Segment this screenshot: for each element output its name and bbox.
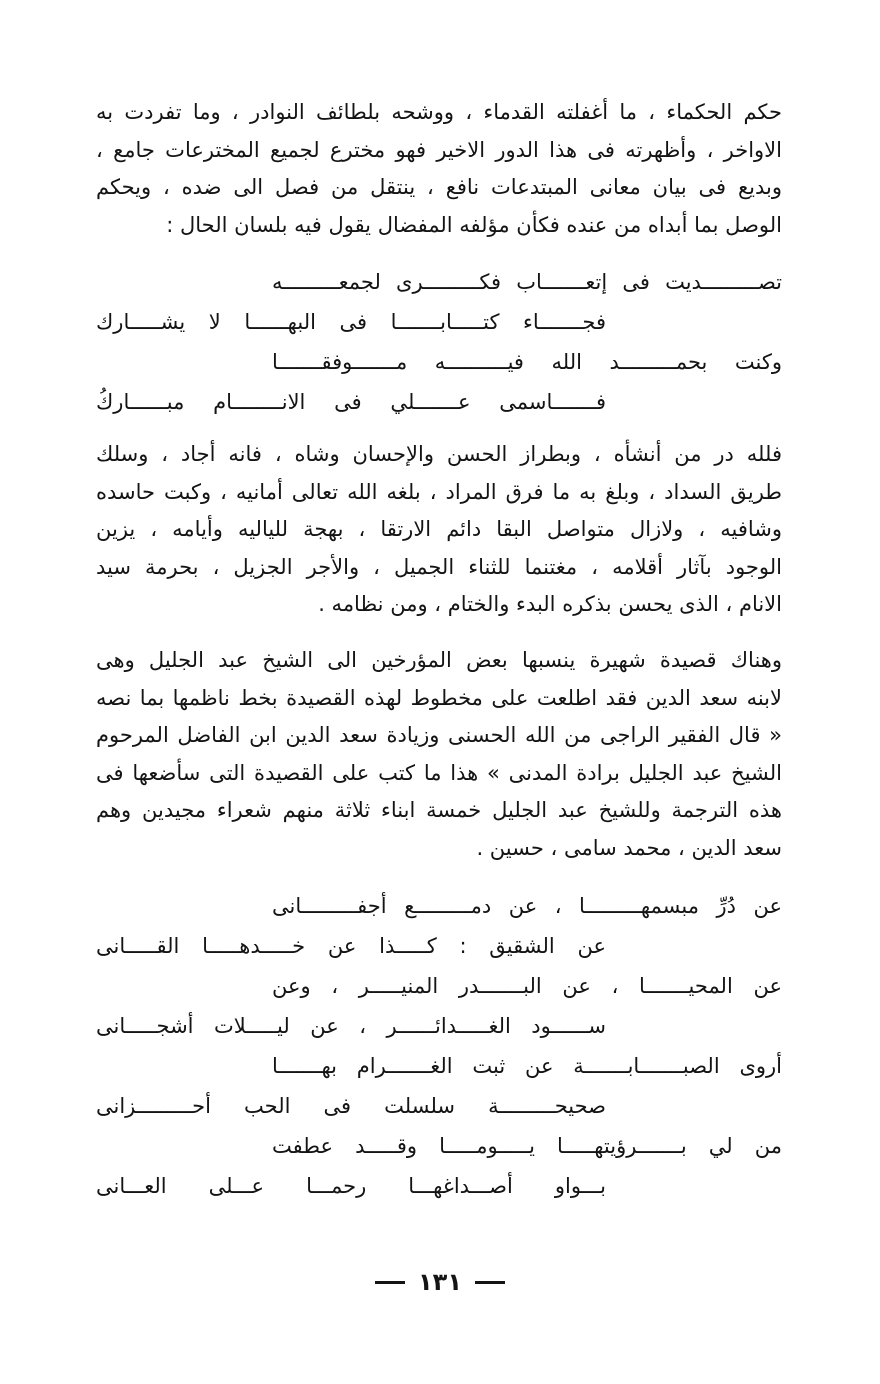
verse-second-hemistich bbox=[96, 926, 782, 966]
page-number-footer bbox=[0, 1268, 880, 1296]
hemistich: من لي بـــــــرؤيتهـــــا يـــــومـــــا وقـــــد عطفت bbox=[272, 1134, 782, 1158]
verse-first-hemistich bbox=[96, 1126, 782, 1166]
poem-saad-aldin bbox=[96, 886, 782, 1206]
text-line: سعد الدين ، محمد سامى ، حسين . bbox=[476, 835, 782, 860]
text-line: « قال الفقير الراجى من الله الحسنى وزيادة سعد الدين ابن الفاضل المرحوم bbox=[96, 723, 782, 747]
text-line: الوجود بآثار أقلامه ، مغتنما للثناء الجميل ، والأجر الجزيل ، بحرمة سيد bbox=[96, 554, 782, 579]
text-line: الانام ، الذى يحسن بذكره البدء والختام ، ومن نظامه . bbox=[318, 592, 782, 616]
hemistich: تصـــــــــديت فى إتعـــــــاب فكـــــــــرى لجمعـــــــــه bbox=[272, 270, 782, 294]
text-line: الاواخر ، وأظهرته فى هذا الدور الاخير فهو مخترع لجميع المخترعات جامع ، bbox=[96, 137, 782, 162]
hemistich: أروى الصبـــــــابـــــــة عن ثبت الغـــــــرام بهـــــــا bbox=[272, 1054, 782, 1078]
hemistich: عن الشقيق : كـــــذا عن خـــــدهـــــا القـــــانى bbox=[96, 934, 606, 958]
verse-first-hemistich bbox=[96, 1046, 782, 1086]
text-line: طريق السداد ، وبلغ به ما فرق المراد ، بلغه الله تعالى أمانيه ، وكبت حاسده bbox=[96, 479, 782, 504]
dash-left bbox=[375, 1281, 405, 1284]
hemistich: ســــــود الغـــــدائــــــر ، عن ليـــــلات أشجـــــانى bbox=[96, 1014, 606, 1038]
verse-second-hemistich bbox=[96, 302, 782, 342]
text-line: هذه الترجمة وللشيخ عبد الجليل خمسة ابناء ثلاثة منهم شعراء مجيدين وهم bbox=[96, 798, 782, 822]
page-number: ١٣١ bbox=[418, 1268, 462, 1296]
verse-second-hemistich bbox=[96, 1086, 782, 1126]
hemistich: صحيحـــــــــة سلسلت فى الحب أحـــــــــزانى bbox=[96, 1094, 606, 1118]
text-line: الوصل بما أبداه من عنده فكأن مؤلفه المفضال يقول فيه بلسان الحال : bbox=[166, 212, 782, 237]
hemistich: بـــواو أصـــداغهـــا رحمـــا عـــلى العـــانى bbox=[96, 1174, 606, 1198]
paragraph-poem-attribution bbox=[96, 642, 782, 867]
text-line: الشيخ عبد الجليل برادة المدنى » هذا ما كتب على القصيدة التى سأضعها فى bbox=[96, 760, 782, 785]
paragraph-blessing bbox=[96, 436, 782, 624]
verse-second-hemistich bbox=[96, 382, 782, 422]
poem-author-verses bbox=[96, 262, 782, 422]
dash-right bbox=[475, 1281, 505, 1284]
hemistich: فجـــــــاء كتـــــابـــــــا فى البهــــــا لا يشـــــارك bbox=[96, 310, 606, 334]
hemistich: فـــــــاسمى عـــــــلي فى الانــــــــام مبــــــاركُ bbox=[96, 390, 606, 414]
verse-first-hemistich bbox=[96, 966, 782, 1006]
verse-first-hemistich bbox=[96, 886, 782, 926]
text-line: لابنه سعد الدين فقد اطلعت على مخطوط لهذه القصيدة بخط ناظمها بما نصه bbox=[96, 685, 782, 710]
paragraph-praise bbox=[96, 94, 782, 244]
hemistich: وكنت بحمـــــــــد الله فيــــــــــه مـــــــوفقـــــــا bbox=[272, 350, 782, 374]
text-line: وشافيه ، ولازال متواصل البقا دائم الارتقا ، بهجة للياليه وأيامه ، يزين bbox=[96, 517, 782, 541]
verse-second-hemistich bbox=[96, 1006, 782, 1046]
hemistich: عن المحيـــــــا ، عن البـــــــدر المنيـــــر ، وعن bbox=[272, 974, 782, 998]
text-line: وبديع فى بيان معانى المبتدعات نافع ، ينتقل من فصل الى ضده ، ويحكم bbox=[96, 175, 782, 199]
text-line: حكم الحكماء ، ما أغفلته القدماء ، ووشحه بلطائف النوادر ، وما تفردت به bbox=[96, 100, 782, 124]
verse-second-hemistich bbox=[96, 1166, 782, 1206]
verse-first-hemistich bbox=[96, 262, 782, 302]
text-line: وهناك قصيدة شهيرة ينسبها بعض المؤرخين الى الشيخ عبد الجليل وهى bbox=[96, 648, 782, 672]
hemistich: عن دُرِّ مبسمهـــــــــا ، عن دمـــــــــع أجفـــــــــانى bbox=[272, 894, 782, 918]
text-line: فلله در من أنشأه ، وبطراز الحسن والإحسان وشاه ، فانه أجاد ، وسلك bbox=[96, 442, 782, 466]
verse-first-hemistich bbox=[96, 342, 782, 382]
